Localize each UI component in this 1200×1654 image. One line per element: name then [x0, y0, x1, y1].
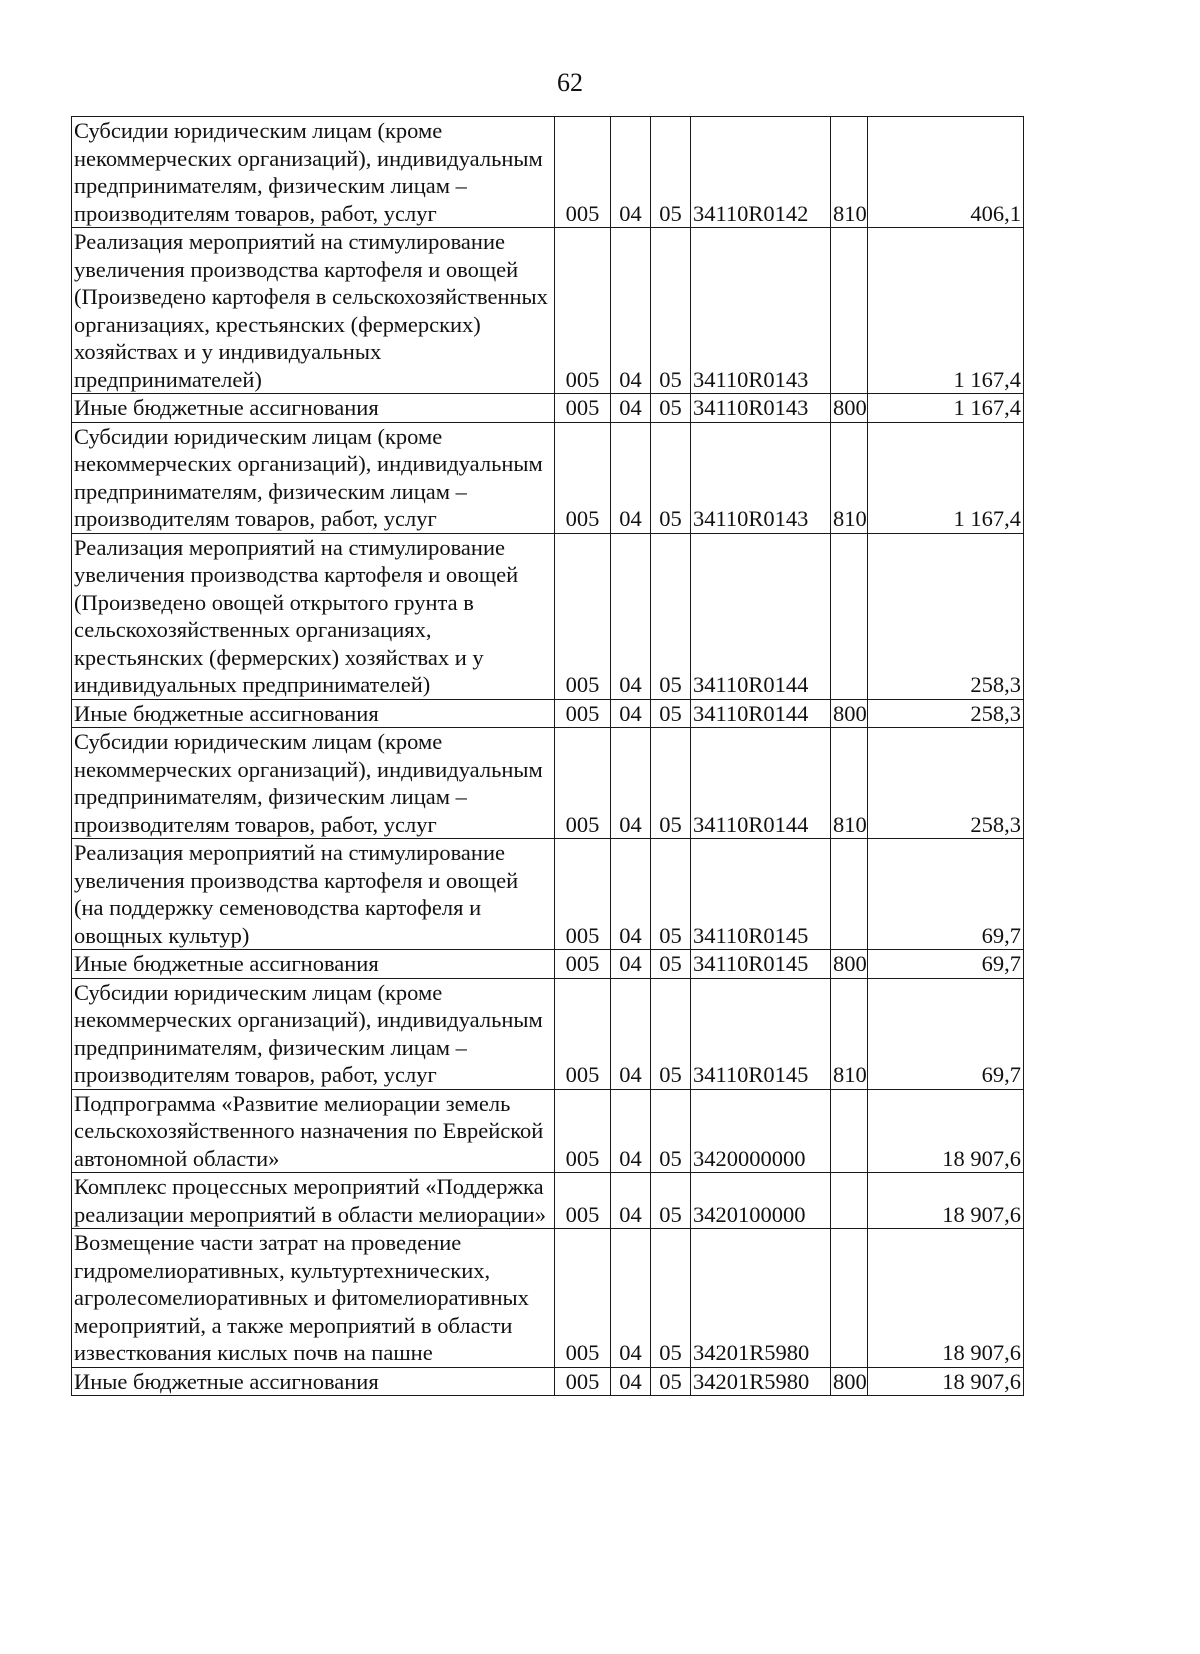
amount-cell: 18 907,6: [868, 1173, 1024, 1229]
subsection-code-cell: 05: [651, 950, 691, 979]
table-row: [72, 394, 1024, 423]
item-name-cell: Реализация мероприятий на стимулирование увеличения производства картофеля и овощей (Произведено картофеля в сельскохозяйственных организациях, крестьянских (фермерских) хозяйствах и у индивидуальных предпринимателей): [72, 228, 555, 394]
amount-cell: 18 907,6: [868, 1367, 1024, 1396]
item-name-cell: Иные бюджетные ассигнования: [72, 950, 555, 979]
ministry-code-cell: 005: [555, 1089, 611, 1173]
subsection-code-cell: 05: [651, 978, 691, 1089]
table-row: [72, 978, 1024, 1089]
ministry-code-cell: 005: [555, 228, 611, 394]
section-code-cell: 04: [611, 1173, 651, 1229]
item-name-cell: Реализация мероприятий на стимулирование увеличения производства картофеля и овощей (на поддержку семеноводства картофеля и овощных культур): [72, 839, 555, 950]
ministry-code-cell: 005: [555, 1229, 611, 1368]
item-name-cell: Субсидии юридическим лицам (кроме некоммерческих организаций), индивидуальным предпринимателям, физическим лицам – производителям товаров, работ, услуг: [72, 422, 555, 533]
subsection-code-cell: 05: [651, 117, 691, 228]
target-article-cell: 3420100000: [691, 1173, 831, 1229]
ministry-code-cell: 005: [555, 950, 611, 979]
amount-cell: 258,3: [868, 728, 1024, 839]
amount-cell: 406,1: [868, 117, 1024, 228]
ministry-code-cell: 005: [555, 1173, 611, 1229]
section-code-cell: 04: [611, 1367, 651, 1396]
ministry-code-cell: 005: [555, 533, 611, 699]
section-code-cell: 04: [611, 839, 651, 950]
table-row: [72, 1229, 1024, 1368]
target-article-cell: 34110R0145: [691, 950, 831, 979]
subsection-code-cell: 05: [651, 394, 691, 423]
section-code-cell: 04: [611, 978, 651, 1089]
table-row: [72, 1173, 1024, 1229]
section-code-cell: 04: [611, 950, 651, 979]
item-name-cell: Реализация мероприятий на стимулирование увеличения производства картофеля и овощей (Произведено овощей открытого грунта в сельскохозяйственных организациях, крестьянских (фермерских) хозяйствах и у индивидуальных предпринимателей): [72, 533, 555, 699]
item-name-cell: Комплекс процессных мероприятий «Поддержка реализации мероприятий в области мелиорации»: [72, 1173, 555, 1229]
ministry-code-cell: 005: [555, 117, 611, 228]
table-row: [72, 228, 1024, 394]
table-row: [72, 533, 1024, 699]
ministry-code-cell: 005: [555, 839, 611, 950]
section-code-cell: 04: [611, 422, 651, 533]
amount-cell: 258,3: [868, 699, 1024, 728]
expense-type-cell: 810: [831, 728, 868, 839]
amount-cell: 18 907,6: [868, 1089, 1024, 1173]
expense-type-cell: [831, 1089, 868, 1173]
ministry-code-cell: 005: [555, 422, 611, 533]
target-article-cell: 34110R0144: [691, 728, 831, 839]
expense-type-cell: 810: [831, 978, 868, 1089]
target-article-cell: 34110R0142: [691, 117, 831, 228]
subsection-code-cell: 05: [651, 228, 691, 394]
table-row: [72, 950, 1024, 979]
expense-type-cell: 800: [831, 950, 868, 979]
target-article-cell: 34110R0143: [691, 394, 831, 423]
expense-type-cell: [831, 1173, 868, 1229]
amount-cell: 258,3: [868, 533, 1024, 699]
expense-type-cell: [831, 533, 868, 699]
item-name-cell: Подпрограмма «Развитие мелиорации земель сельскохозяйственного назначения по Еврейской автономной области»: [72, 1089, 555, 1173]
table-row: [72, 1367, 1024, 1396]
amount-cell: 69,7: [868, 839, 1024, 950]
subsection-code-cell: 05: [651, 839, 691, 950]
amount-cell: 69,7: [868, 978, 1024, 1089]
item-name-cell: Субсидии юридическим лицам (кроме некоммерческих организаций), индивидуальным предпринимателям, физическим лицам – производителям товаров, работ, услуг: [72, 117, 555, 228]
section-code-cell: 04: [611, 117, 651, 228]
table-row: [72, 1089, 1024, 1173]
section-code-cell: 04: [611, 533, 651, 699]
target-article-cell: 34110R0144: [691, 533, 831, 699]
subsection-code-cell: 05: [651, 533, 691, 699]
subsection-code-cell: 05: [651, 1089, 691, 1173]
section-code-cell: 04: [611, 728, 651, 839]
subsection-code-cell: 05: [651, 1367, 691, 1396]
table-row: [72, 117, 1024, 228]
target-article-cell: 34110R0144: [691, 699, 831, 728]
ministry-code-cell: 005: [555, 978, 611, 1089]
section-code-cell: 04: [611, 1089, 651, 1173]
expense-type-cell: 810: [831, 117, 868, 228]
table-row: [72, 728, 1024, 839]
expense-type-cell: [831, 839, 868, 950]
section-code-cell: 04: [611, 394, 651, 423]
item-name-cell: Иные бюджетные ассигнования: [72, 699, 555, 728]
item-name-cell: Субсидии юридическим лицам (кроме некоммерческих организаций), индивидуальным предпринимателям, физическим лицам – производителям товаров, работ, услуг: [72, 728, 555, 839]
expense-type-cell: 810: [831, 422, 868, 533]
subsection-code-cell: 05: [651, 1229, 691, 1368]
subsection-code-cell: 05: [651, 699, 691, 728]
section-code-cell: 04: [611, 699, 651, 728]
ministry-code-cell: 005: [555, 728, 611, 839]
table-row: [72, 699, 1024, 728]
section-code-cell: 04: [611, 228, 651, 394]
expense-type-cell: 800: [831, 1367, 868, 1396]
target-article-cell: 34110R0145: [691, 839, 831, 950]
target-article-cell: 34110R0143: [691, 422, 831, 533]
amount-cell: 1 167,4: [868, 394, 1024, 423]
table-body: [72, 117, 1024, 1396]
subsection-code-cell: 05: [651, 728, 691, 839]
item-name-cell: Возмещение части затрат на проведение гидромелиоративных, культуртехнических, агролесомелиоративных и фитомелиоративных мероприятий, а также мероприятий в области известкования кислых почв на пашне: [72, 1229, 555, 1368]
ministry-code-cell: 005: [555, 699, 611, 728]
item-name-cell: Иные бюджетные ассигнования: [72, 1367, 555, 1396]
target-article-cell: 34110R0145: [691, 978, 831, 1089]
amount-cell: 1 167,4: [868, 422, 1024, 533]
target-article-cell: 34201R5980: [691, 1367, 831, 1396]
target-article-cell: 34201R5980: [691, 1229, 831, 1368]
amount-cell: 69,7: [868, 950, 1024, 979]
subsection-code-cell: 05: [651, 1173, 691, 1229]
section-code-cell: 04: [611, 1229, 651, 1368]
expense-type-cell: [831, 228, 868, 394]
target-article-cell: 34110R0143: [691, 228, 831, 394]
table-row: [72, 422, 1024, 533]
subsection-code-cell: 05: [651, 422, 691, 533]
target-article-cell: 3420000000: [691, 1089, 831, 1173]
amount-cell: 1 167,4: [868, 228, 1024, 394]
item-name-cell: Иные бюджетные ассигнования: [72, 394, 555, 423]
expense-type-cell: 800: [831, 699, 868, 728]
table-row: [72, 839, 1024, 950]
expense-type-cell: 800: [831, 394, 868, 423]
budget-table: [71, 116, 1024, 1396]
expense-type-cell: [831, 1229, 868, 1368]
item-name-cell: Субсидии юридическим лицам (кроме некоммерческих организаций), индивидуальным предпринимателям, физическим лицам – производителям товаров, работ, услуг: [72, 978, 555, 1089]
amount-cell: 18 907,6: [868, 1229, 1024, 1368]
ministry-code-cell: 005: [555, 394, 611, 423]
ministry-code-cell: 005: [555, 1367, 611, 1396]
page-number: 62: [557, 68, 583, 97]
